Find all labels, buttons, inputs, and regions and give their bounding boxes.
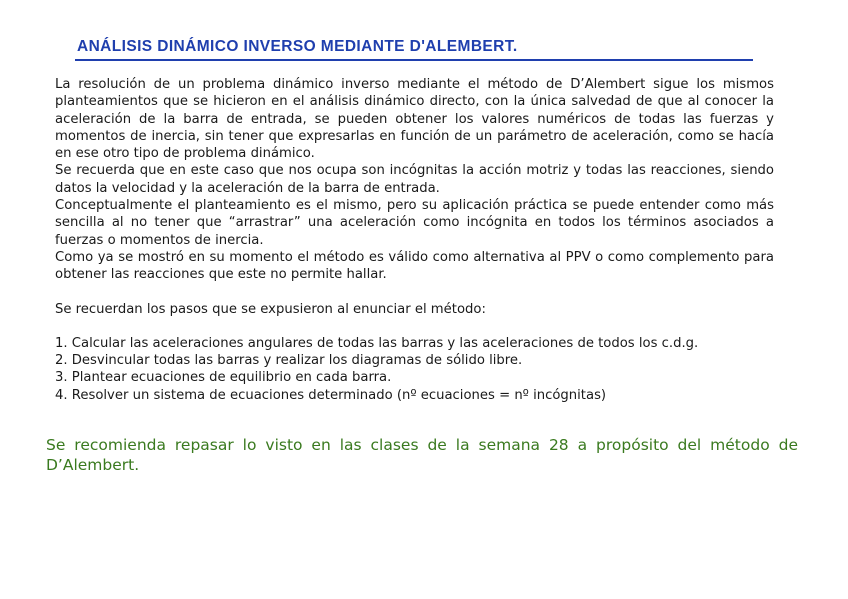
paragraph-2: Se recuerda que en este caso que nos ocupa son incógnitas la acción motriz y todas las reacciones, siendo datos la velocidad y la aceleración de la barra de entrada.	[55, 163, 774, 196]
page-title: ANÁLISIS DINÁMICO INVERSO MEDIANTE D'ALEMBERT.	[77, 38, 518, 55]
body-text	[55, 76, 774, 404]
spacer	[55, 318, 774, 335]
spacer	[55, 284, 774, 301]
step-item: 1. Calcular las aceleraciones angulares de todas las barras y las aceleraciones de todos los c.d.g.	[55, 335, 699, 351]
steps-intro: Se recuerdan los pasos que se expusieron al enunciar el método:	[55, 301, 486, 317]
step-item: 2. Desvincular todas las barras y realizar los diagramas de sólido libre.	[55, 353, 523, 369]
steps-list	[55, 335, 774, 404]
paragraph-4: Como ya se mostró en su momento el método es válido como alternativa al PPV o como complemento para obtener las reacciones que este no permite hallar.	[55, 249, 774, 283]
title-underline	[75, 59, 753, 61]
step-item: 4. Resolver un sistema de ecuaciones determinado (nº ecuaciones = nº incógnitas)	[55, 387, 607, 403]
step-item: 3. Plantear ecuaciones de equilibrio en cada barra.	[55, 370, 392, 386]
paragraph-1: La resolución de un problema dinámico inverso mediante el método de D’Alembert sigue los mismos planteamientos que se hicieron en el análisis dinámico directo, con la única salvedad de que al conocer la aceleración de la barra de entrada, se pueden obtener los valores numéricos de todas las fuerzas y momentos de inercia, sin tener que expresarlas en función de un parámetro de aceleración, como se hacía en ese otro tipo de problema dinámico.	[55, 77, 774, 162]
paragraph-3: Conceptualmente el planteamiento es el mismo, pero su aplicación práctica se puede entender como más sencilla al no tener que “arrastrar” una aceleración como incógnita en todos los términos asociados a fuerzas o momentos de inercia.	[55, 198, 774, 248]
recommendation-note: Se recomienda repasar lo visto en las clases de la semana 28 a propósito del método de D’Alembert.	[46, 436, 798, 474]
